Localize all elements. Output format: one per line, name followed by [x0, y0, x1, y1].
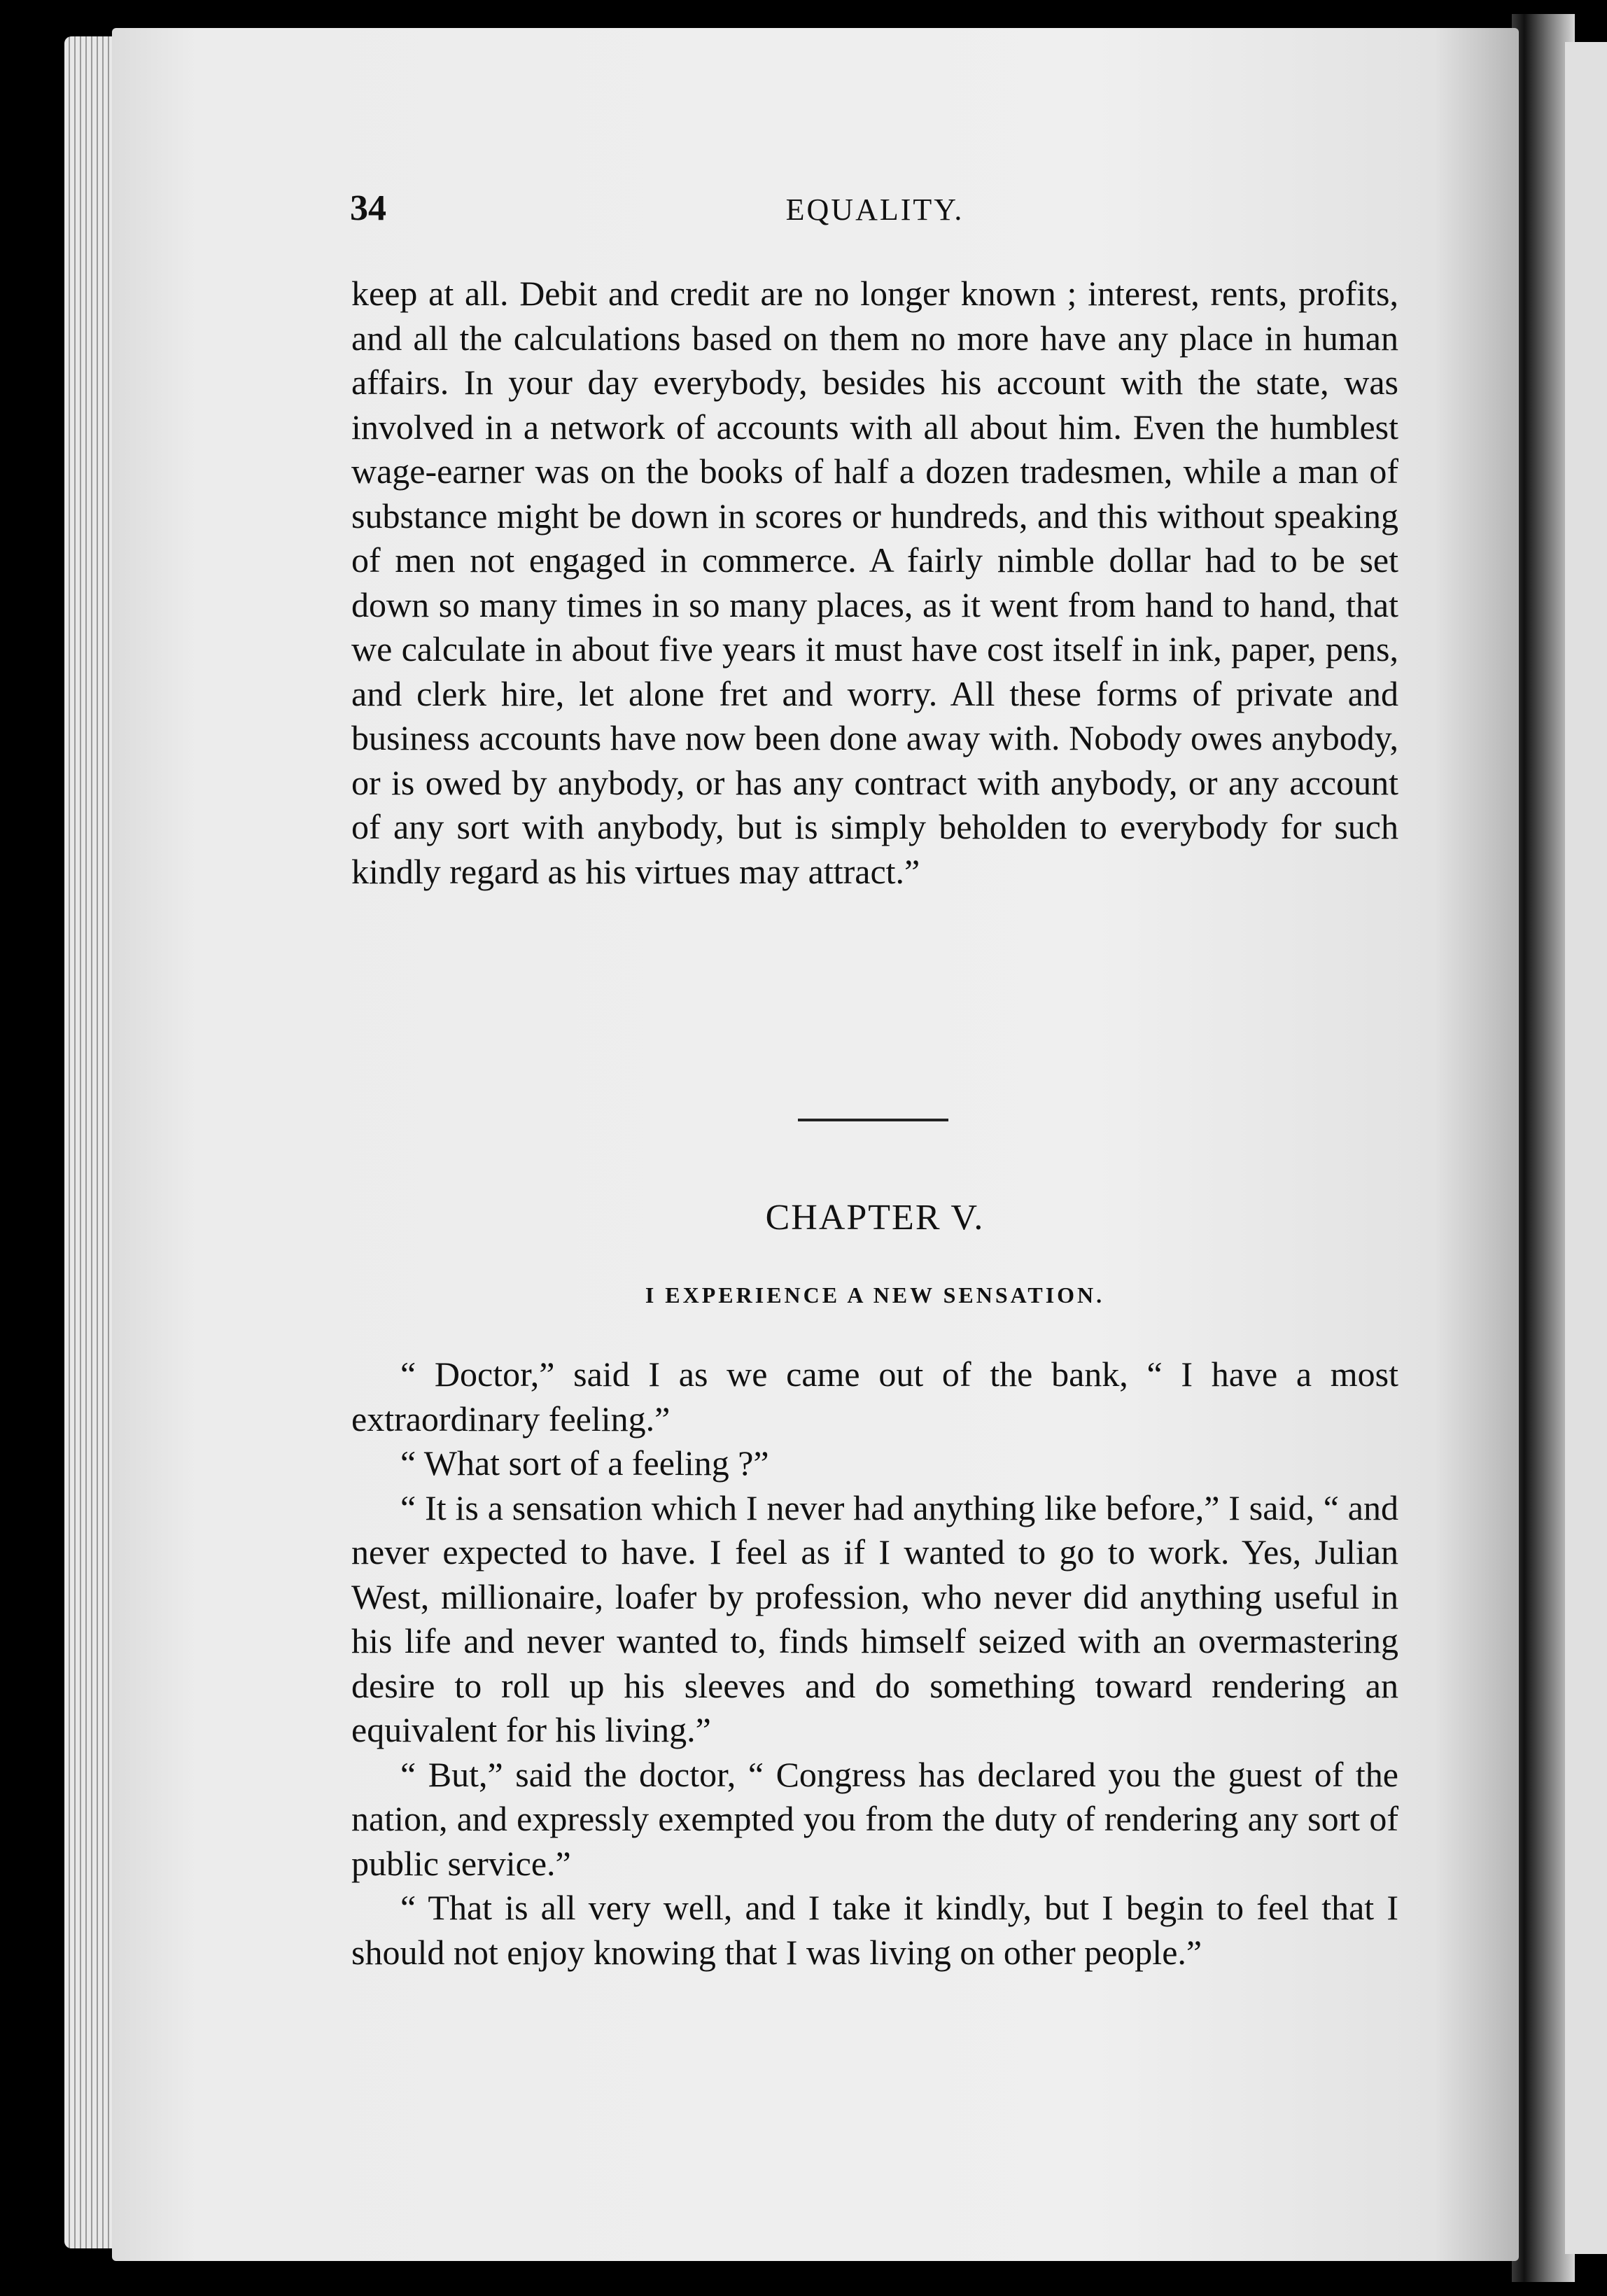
- chapter-paragraph: “ But,” said the doctor, “ Congress has declared you the guest of the nation, and expressly exempted you from the duty of rendering any sort of public service.”: [351, 1754, 1398, 1883]
- section-divider: [798, 1119, 948, 1121]
- chapter-body: [351, 1352, 1398, 1975]
- chapter-paragraph: “ What sort of a feeling ?”: [400, 1443, 769, 1483]
- chapter-paragraph: “ It is a sensation which I never had anything like before,” I said, “ and never expected to have. I feel as if I wanted to go to work. Yes, Julian West, millionaire, loafer by profession, who never did anything useful in his life and never wanted to, finds himself seized with an overmastering desire to roll up his sleeves and do something toward rendering an equivalent for his living.”: [351, 1488, 1398, 1749]
- chapter-paragraph: “ That is all very well, and I take it kindly, but I begin to feel that I should not enjoy knowing that I was living on other people.”: [351, 1888, 1398, 1972]
- chapter-paragraph: “ Doctor,” said I as we came out of the bank, “ I have a most extraordinary feeling.”: [351, 1354, 1398, 1438]
- chapter-heading: CHAPTER V.: [765, 1198, 985, 1238]
- chapter-subtitle: I EXPERIENCE A NEW SENSATION.: [645, 1282, 1105, 1308]
- page-header: [350, 188, 1400, 237]
- running-title: EQUALITY.: [785, 192, 964, 227]
- continued-paragraph: keep at all. Debit and credit are no longer known ; interest, rents, profits, and all the calculations based on them no more have any place in human affairs. In your day everybody, besides his account with the state, was involved in a network of accounts with all about him. Even the humblest wage-earner was on the books of half a dozen tradesmen, while a man of substance might be down in scores or hundreds, and this without speaking of men not engaged in commerce. A fairly nimble dollar had to be set down so many times in so many places, as it went from hand to hand, that we calculate in about five years it must have cost itself in ink, paper, pens, and clerk hire, let alone fret and worry. All these forms of private and business accounts have now been done away with. Nobody owes anybody, or is owed by anybody, or has any contract with anybody, or any account of any sort with anybody, but is simply beholden to everybody for such kindly regard as his virtues may attract.”: [351, 274, 1398, 891]
- continued-paragraph-block: [351, 272, 1398, 894]
- page-number: 34: [350, 188, 386, 228]
- facing-page-edge: [1565, 42, 1607, 2254]
